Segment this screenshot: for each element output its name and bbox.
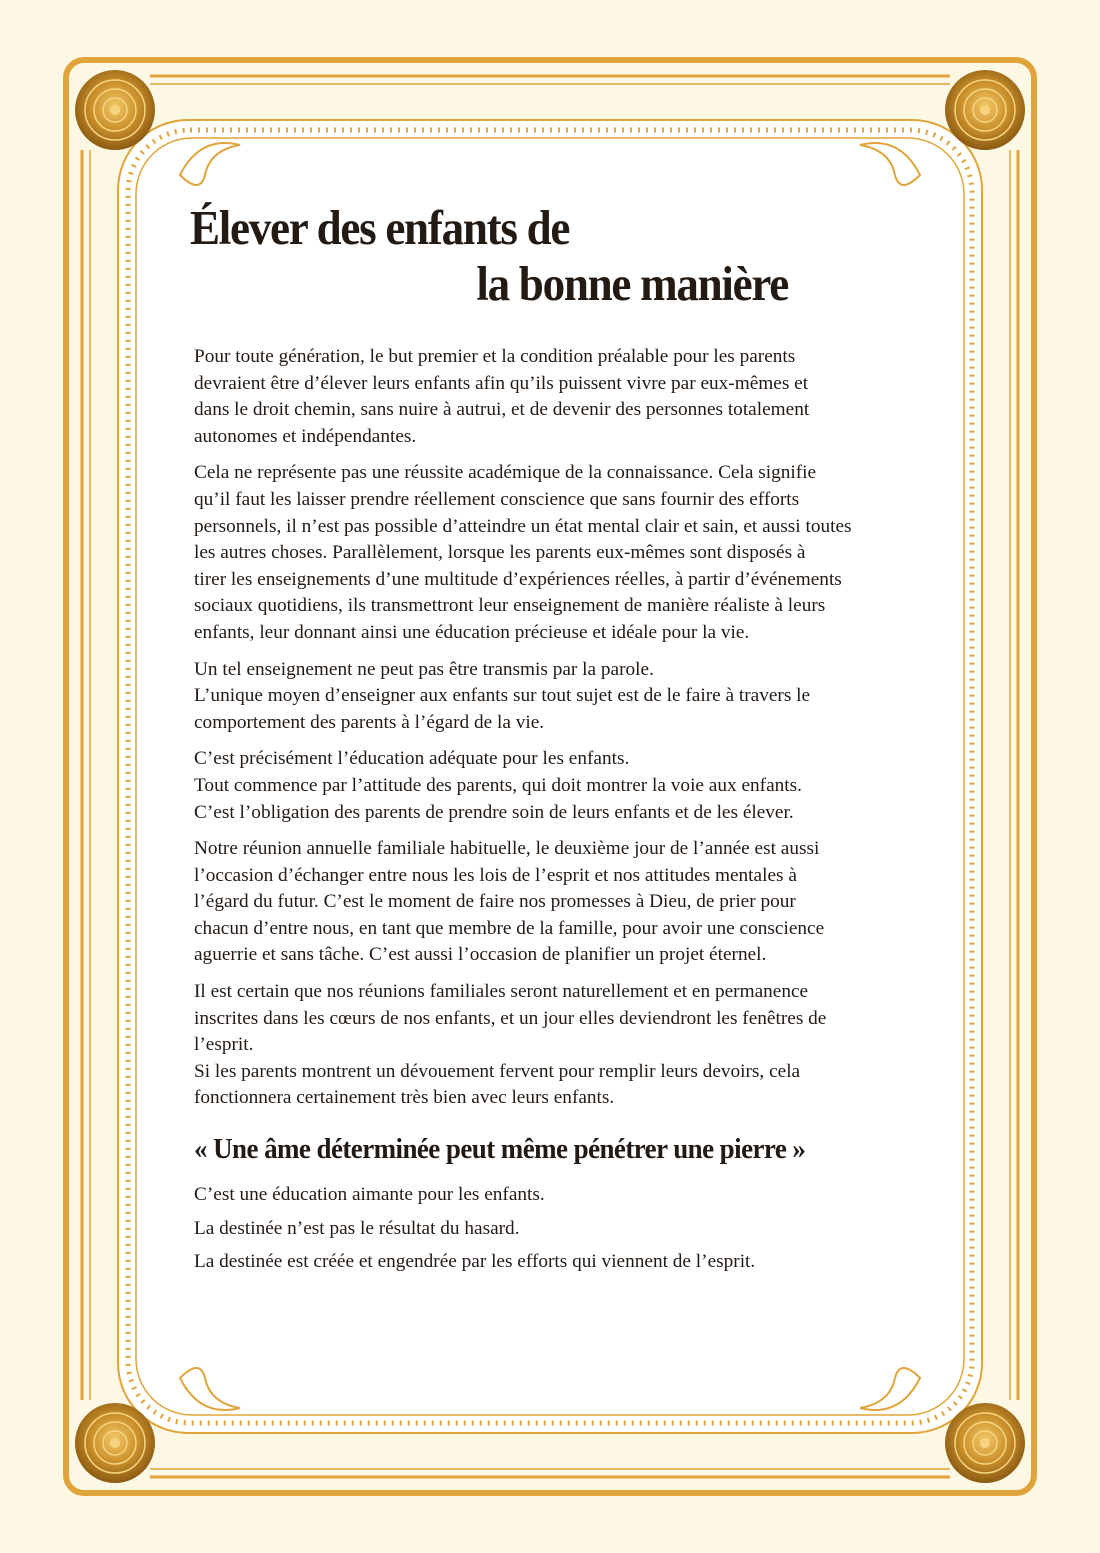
page-title — [190, 200, 871, 312]
text-line: Notre réunion annuelle familiale habituelle, le deuxième jour de l’année est aussi — [194, 838, 820, 860]
gold-medallion-icon — [945, 1403, 1025, 1483]
paragraph — [194, 836, 924, 969]
paragraph — [194, 746, 924, 826]
title-line-2: la bonne manière — [476, 256, 788, 311]
paragraph — [194, 460, 924, 646]
text-line: C’est précisément l’éducation adéquate pour les enfants. — [194, 748, 630, 770]
closing-line: La destinée est créée et engendrée par les efforts qui viennent de l’esprit. — [194, 1251, 756, 1273]
text-line: chacun d’entre nous, en tant que membre de la famille, pour avoir une conscience — [194, 917, 825, 939]
text-line: Pour toute génération, le but premier et la condition préalable pour les parents — [194, 346, 796, 367]
text-line: comportement des parents à l’égard de la vie. — [194, 711, 545, 733]
paragraph — [194, 657, 924, 737]
text-line: Cela ne représente pas une réussite académique de la connaissance. Cela signifie — [194, 462, 817, 484]
quote-heading: « Une âme déterminée peut même pénétrer une pierre » — [194, 1133, 806, 1166]
text-line: devraient être d’élever leurs enfants afin qu’ils puissent vivre par eux-mêmes et — [194, 372, 809, 394]
closing-line: C’est une éducation aimante pour les enfants. — [194, 1184, 545, 1206]
text-line: qu’il faut les laisser prendre réellement conscience que sans fournir des efforts — [194, 488, 800, 510]
text-line: l’égard du futur. C’est le moment de faire nos promesses à Dieu, de prier pour — [194, 891, 796, 913]
gold-medallion-icon — [945, 70, 1025, 150]
text-line: aguerrie et sans tâche. C’est aussi l’occasion de planifier un projet éternel. — [194, 944, 767, 966]
text-line: L’unique moyen d’enseigner aux enfants sur tout sujet est de le faire à travers le — [194, 685, 811, 707]
text-line: dans le droit chemin, sans nuire à autrui, et de devenir des personnes totalement — [194, 399, 810, 421]
text-line: personnels, il n’est pas possible d’atteindre un état mental clair et sain, et aussi toutes — [194, 515, 852, 537]
gold-medallion-icon — [75, 70, 155, 150]
text-line: autonomes et indépendantes. — [194, 425, 417, 447]
text-line: inscrites dans les cœurs de nos enfants, et un jour elles deviendront les fenêtres de — [194, 1007, 827, 1029]
text-line: l’occasion d’échanger entre nous les lois de l’esprit et nos attitudes mentales à — [194, 864, 797, 886]
text-line: l’esprit. — [194, 1034, 254, 1056]
text-line: Il est certain que nos réunions familiales seront naturellement et en permanence — [194, 981, 809, 1003]
text-line: Si les parents montrent un dévouement fervent pour remplir leurs devoirs, cela — [194, 1060, 801, 1082]
gold-medallion-icon — [75, 1403, 155, 1483]
paragraph — [194, 344, 924, 450]
title-line-1: Élever des enfants de — [190, 200, 570, 255]
text-line: C’est l’obligation des parents de prendre soin de leurs enfants et de les élever. — [194, 801, 794, 823]
closing-line: La destinée n’est pas le résultat du hasard. — [194, 1217, 520, 1239]
text-line: tirer les enseignements d’une multitude d’expériences réelles, à partir d’événements — [194, 568, 842, 590]
body-text — [194, 344, 924, 1283]
paragraph — [194, 979, 924, 1112]
text-line: sociaux quotidiens, ils transmettront leur enseignement de manière réaliste à leurs — [194, 595, 826, 617]
text-line: Tout commence par l’attitude des parents, qui doit montrer la voie aux enfants. — [194, 774, 802, 796]
text-line: Un tel enseignement ne peut pas être transmis par la parole. — [194, 658, 654, 680]
text-line: fonctionnera certainement très bien avec leurs enfants. — [194, 1087, 615, 1109]
closing-lines — [194, 1182, 924, 1276]
text-line: les autres choses. Parallèlement, lorsque les parents eux-mêmes sont disposés à — [194, 542, 806, 564]
text-line: enfants, leur donnant ainsi une éducation précieuse et idéale pour la vie. — [194, 621, 750, 643]
